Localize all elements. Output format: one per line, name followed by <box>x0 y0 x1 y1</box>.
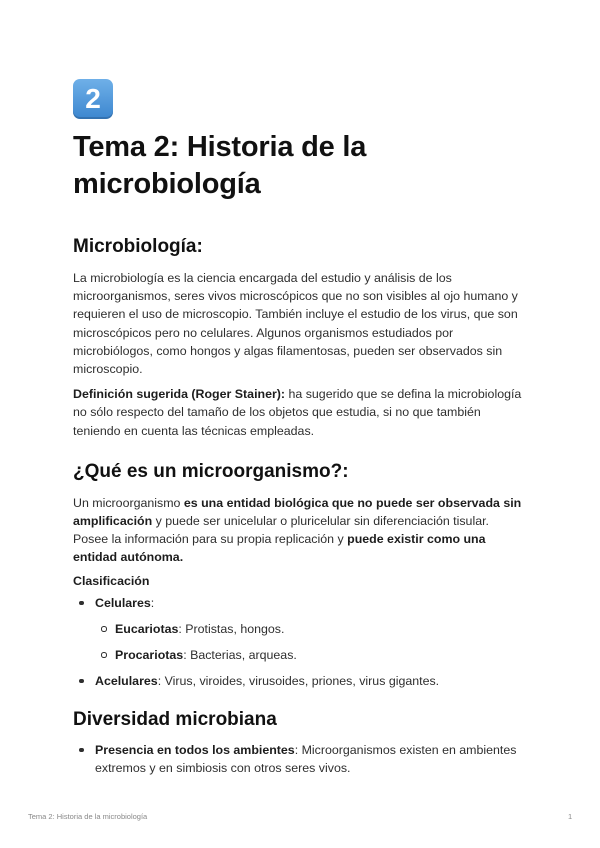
section-heading-microorganismo: ¿Qué es un microorganismo?: <box>73 460 349 482</box>
classification-list <box>73 594 527 690</box>
stainer-label: Definición sugerida (Roger Stainer): <box>73 387 286 402</box>
list-item-presencia <box>73 741 527 777</box>
diversidad-list <box>73 741 527 777</box>
paragraph-definition: La microbiología es la ciencia encargada del estudio y análisis de los microorganismos, seres vivos microscópicos que no son visibles al ojo humano y requieren el uso de microscopio. También incluye el estudio de los virus, que son microscópicos pero no celulares. Algunos organismos estudiados por microbiólogos, como hongos y algas filamentosas, pueden ser observados sin microscopio. <box>73 271 518 377</box>
page-number: 1 <box>568 812 573 821</box>
section-heading-microbiologia: Microbiología: <box>73 236 203 257</box>
section-heading-diversidad: Diversidad microbiana <box>73 708 277 730</box>
celulares-sublist <box>95 620 527 664</box>
procariotas-label: Procariotas <box>115 647 184 662</box>
presencia-text: : Microorganismos existen en ambientes extremos y en simbiosis con otros seres vivos. <box>95 742 517 775</box>
acelulares-label: Acelulares <box>95 673 158 688</box>
section-microorganismo <box>73 460 527 690</box>
section-diversidad <box>73 708 527 777</box>
procariotas-text: : Bacterias, arqueas. <box>183 647 297 662</box>
number-two-icon: 2 <box>73 79 113 119</box>
list-item-acelulares <box>73 672 527 690</box>
text-c: y puede ser unicelular o pluricelular sin diferenciación tisular. Posee la información para su propia replicación y <box>73 514 489 547</box>
list-item-procariotas <box>95 646 527 664</box>
document-page <box>73 79 527 777</box>
stainer-text: ha sugerido que se defina la microbiología no sólo respecto del tamaño de los objetos que estudia, si no que también teniendo en cuenta las técnicas empleadas. <box>73 387 522 438</box>
celulares-label: Celulares <box>95 595 151 610</box>
presencia-label: Presencia en todos los ambientes <box>95 742 295 757</box>
list-item-celulares <box>73 594 527 664</box>
text-a: Un microorganismo <box>73 495 184 510</box>
text-b-bold: es una entidad biológica que no puede ser observada sin amplificación <box>73 495 522 529</box>
section-microbiologia <box>73 235 527 440</box>
clasificacion-label: Clasificación <box>73 573 150 588</box>
paragraph-stainer <box>73 385 527 440</box>
text-d-bold: puede existir como una entidad autónoma. <box>73 532 486 565</box>
page-title: Tema 2: Historia de la microbiología <box>73 131 367 200</box>
celulares-suffix: : <box>150 595 155 610</box>
footer-title: Tema 2: Historia de la microbiología <box>28 812 148 821</box>
acelulares-text: : Virus, viroides, virusoides, priones, virus gigantes. <box>157 673 440 688</box>
paragraph-microorganismo <box>73 494 527 567</box>
eucariotas-text: : Protistas, hongos. <box>178 621 285 636</box>
eucariotas-label: Eucariotas <box>115 621 179 636</box>
list-item-eucariotas <box>95 620 527 638</box>
